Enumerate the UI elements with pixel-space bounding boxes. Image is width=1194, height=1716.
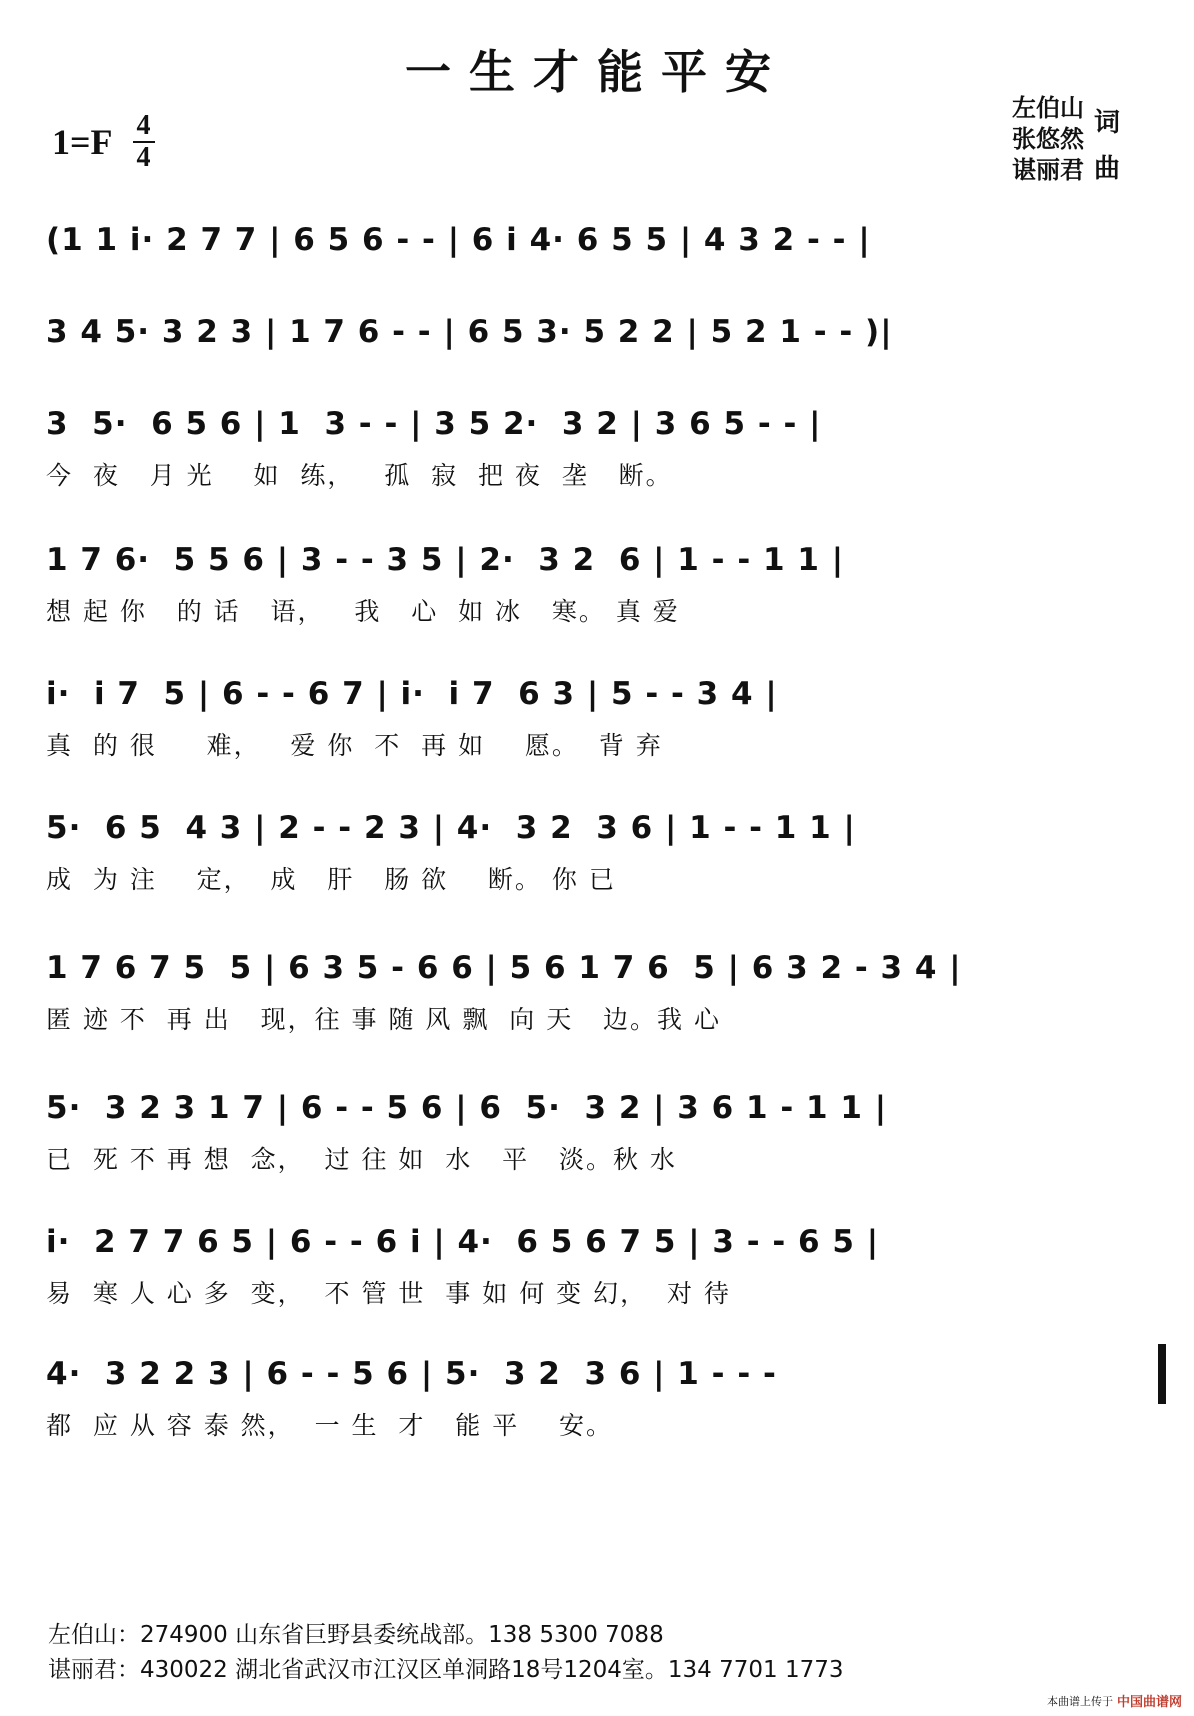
watermark-text: 本曲谱上传于 [1046,1694,1113,1708]
lyrics-line: 易 寒 人 心 多 变， 不 管 世 事 如 何 变 幻， 对 待 [46,1279,731,1308]
score-system [0,1078,1194,1198]
score-system [0,1212,1194,1332]
notation-line: 1 7 6 7 5 5 | 6 3 5 - 6 6 | 5 6 1 7 6 5 | 6 3 2 - 3 4 | [46,950,962,986]
score-system [0,798,1194,918]
score-system [0,1344,1194,1464]
song-title: 一生才能平安 [405,45,789,99]
notation-line: i· 2 7 7 6 5 | 6 - - 6 i | 4· 6 5 6 7 5 | 3 - - 6 5 | [46,1224,880,1260]
score-system [0,664,1194,784]
site-watermark [1047,1691,1182,1710]
lyricist-names [1012,92,1084,154]
score-system [0,938,1194,1058]
composer-name: 谌丽君 [1012,155,1084,184]
contact-line: 谌丽君：430022 湖北省武汉市江汉区单洞路18号1204室。134 7701 1773 [48,1657,844,1683]
lyricist-credit [1012,92,1120,154]
time-signature-top: 4 [136,110,151,141]
time-signature-bottom: 4 [136,142,151,173]
notation-line: 3 5· 6 5 6 | 1 3 - - | 3 5 2· 3 2 | 3 6 5 - - | [46,406,822,442]
lyricist-name: 张悠然 [1012,124,1084,153]
lyrics-line: 想 起 你 的 话 语， 我 心 如 冰 寒。 真 爱 [46,597,680,626]
notation-line: 1 7 6· 5 5 6 | 3 - - 3 5 | 2· 3 2 6 | 1 - - 1 1 | [46,542,845,578]
notation-line: 4· 3 2 2 3 | 6 - - 5 6 | 5· 3 2 3 6 | 1 - - - [46,1356,789,1392]
notation-line: i· i 7 5 | 6 - - 6 7 | i· i 7 6 3 | 5 - - 3 4 | [46,676,778,712]
notation-line: 5· 3 2 3 1 7 | 6 - - 5 6 | 6 5· 3 2 | 3 6 1 - 1 1 | [46,1090,888,1126]
key-signature [52,112,155,172]
score-system [0,394,1194,514]
lyricist-role: 词 [1094,107,1121,138]
notation-line: (1 1 i· 2 7 7 | 6 5 6 - - | 6 i 4· 6 5 5 | 4 3 2 - - | [46,222,871,258]
key-label: 1=F [52,122,113,162]
lyrics-line: 匿 迹 不 再 出 现，往 事 随 风 飘 向 天 边。我 心 [46,1005,721,1034]
notation-line: 3 4 5· 3 2 3 | 1 7 6 - - | 6 5 3· 5 2 2 | 5 2 1 - - )| [46,314,893,350]
credits [1012,92,1120,185]
score-system [0,530,1194,650]
composer-role: 曲 [1094,154,1121,184]
lyrics-line: 成 为 注 定， 成 肝 肠 欲 断。 你 已 [46,865,616,894]
notation-line: 5· 6 5 4 3 | 2 - - 2 3 | 4· 3 2 3 6 | 1 - - 1 1 | [46,810,856,846]
composer-credit [1012,154,1120,185]
lyrics-line: 已 死 不 再 想 念， 过 往 如 水 平 淡。秋 水 [46,1145,677,1174]
lyrics-line: 今 夜 月 光 如 练， 孤 寂 把 夜 垄 断。 [46,461,673,490]
lyrics-line: 真 的 很 难， 爱 你 不 再 如 愿。 背 弃 [46,731,663,760]
final-barline [1158,1344,1166,1404]
contact-line: 左伯山：274900 山东省巨野县委统战部。138 5300 7088 [48,1622,664,1648]
contact-footer [48,1618,844,1688]
time-signature [133,112,155,172]
lyrics-line: 都 应 从 容 泰 然， 一 生 才 能 平 安。 [46,1411,613,1440]
site-logo: 中国曲谱网 [1116,1695,1182,1710]
lyricist-name: 左伯山 [1012,93,1084,122]
